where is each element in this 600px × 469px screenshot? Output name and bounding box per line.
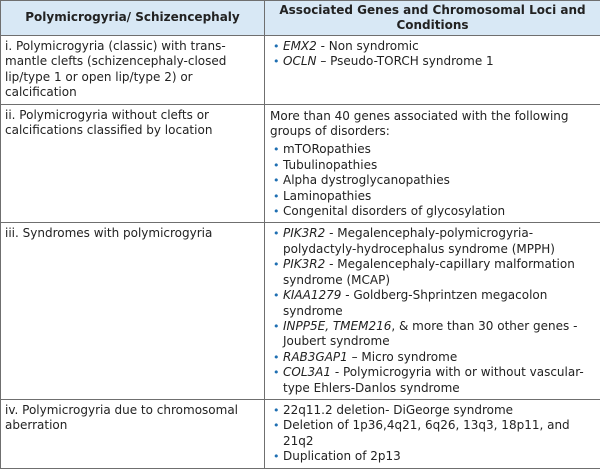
gene-name: PIK3R2 <box>283 257 325 271</box>
row-label: iv. Polymicrogyria due to chromosomal aberration <box>1 399 265 468</box>
gene-name: OCLN <box>283 54 317 68</box>
list-item: • mTORopathies <box>283 142 596 157</box>
row-intro: More than 40 genes associated with the following groups of disorders: <box>270 109 596 140</box>
condition-text: – Pseudo-TORCH syndrome 1 <box>317 54 494 68</box>
gene-name: PIK3R2 <box>283 226 325 240</box>
condition-text: - Goldberg-Shprintzen megacolon syndrome <box>283 288 547 317</box>
condition-text: – Micro syndrome <box>348 350 457 364</box>
condition-list <box>270 403 596 465</box>
list-item: • 22q11.2 deletion- DiGeorge syndrome <box>283 403 596 418</box>
list-item <box>283 39 596 54</box>
condition-text: , & more than 30 other genes - Joubert syndrome <box>283 319 577 348</box>
gene-name: EMX2 <box>283 39 317 53</box>
list-item: • Alpha dystroglycanopathies <box>283 173 596 188</box>
list-item <box>283 319 596 350</box>
table-row <box>1 36 600 105</box>
row-conditions <box>265 399 600 468</box>
list-item: • Congenital disorders of glycosylation <box>283 204 596 219</box>
list-item <box>283 288 596 319</box>
row-conditions <box>265 223 600 399</box>
gene-name: INPP5E, TMEM216 <box>283 319 391 333</box>
list-item: • Tubulinopathies <box>283 158 596 173</box>
list-item <box>283 365 596 396</box>
row-label: ii. Polymicrogyria without clefts or calcifications classified by location <box>1 104 265 223</box>
condition-text: - Megalencephaly-polymicrogyria-polydactyly-hydrocephalus syndrome (MPPH) <box>283 226 555 255</box>
row-conditions <box>265 36 600 105</box>
list-item <box>283 257 596 288</box>
header-col1: Polymicrogyria/ Schizencephaly <box>1 1 265 36</box>
list-item <box>283 54 596 69</box>
condition-text: - Megalencephaly-capillary malformation syndrome (MCAP) <box>283 257 575 286</box>
gene-name: RAB3GAP1 <box>283 350 348 364</box>
condition-list <box>270 142 596 219</box>
condition-list <box>270 226 596 395</box>
condition-text: - Non syndromic <box>317 39 419 53</box>
condition-text: - Polymicrogyria with or without vascular-type Ehlers-Danlos syndrome <box>283 365 584 394</box>
list-item: • Duplication of 2p13 <box>283 449 596 464</box>
gene-name: COL3A1 <box>283 365 331 379</box>
table-row <box>1 223 600 399</box>
header-row <box>1 1 600 36</box>
list-item: • Laminopathies <box>283 189 596 204</box>
condition-list <box>270 39 596 70</box>
table-row <box>1 104 600 223</box>
list-item <box>283 226 596 257</box>
list-item: • Deletion of 1p36,4q21, 6q26, 13q3, 18p11, and 21q2 <box>283 418 596 449</box>
list-item <box>283 350 596 365</box>
row-label: i. Polymicrogyria (classic) with trans-mantle clefts (schizencephaly-closed lip/type 1 or open lip/type 2) or calcification <box>1 36 265 105</box>
gene-name: KIAA1279 <box>283 288 341 302</box>
row-label: iii. Syndromes with polymicrogyria <box>1 223 265 399</box>
table-row <box>1 399 600 468</box>
row-conditions <box>265 104 600 223</box>
header-col2: Associated Genes and Chromosomal Loci and Conditions <box>265 1 600 36</box>
